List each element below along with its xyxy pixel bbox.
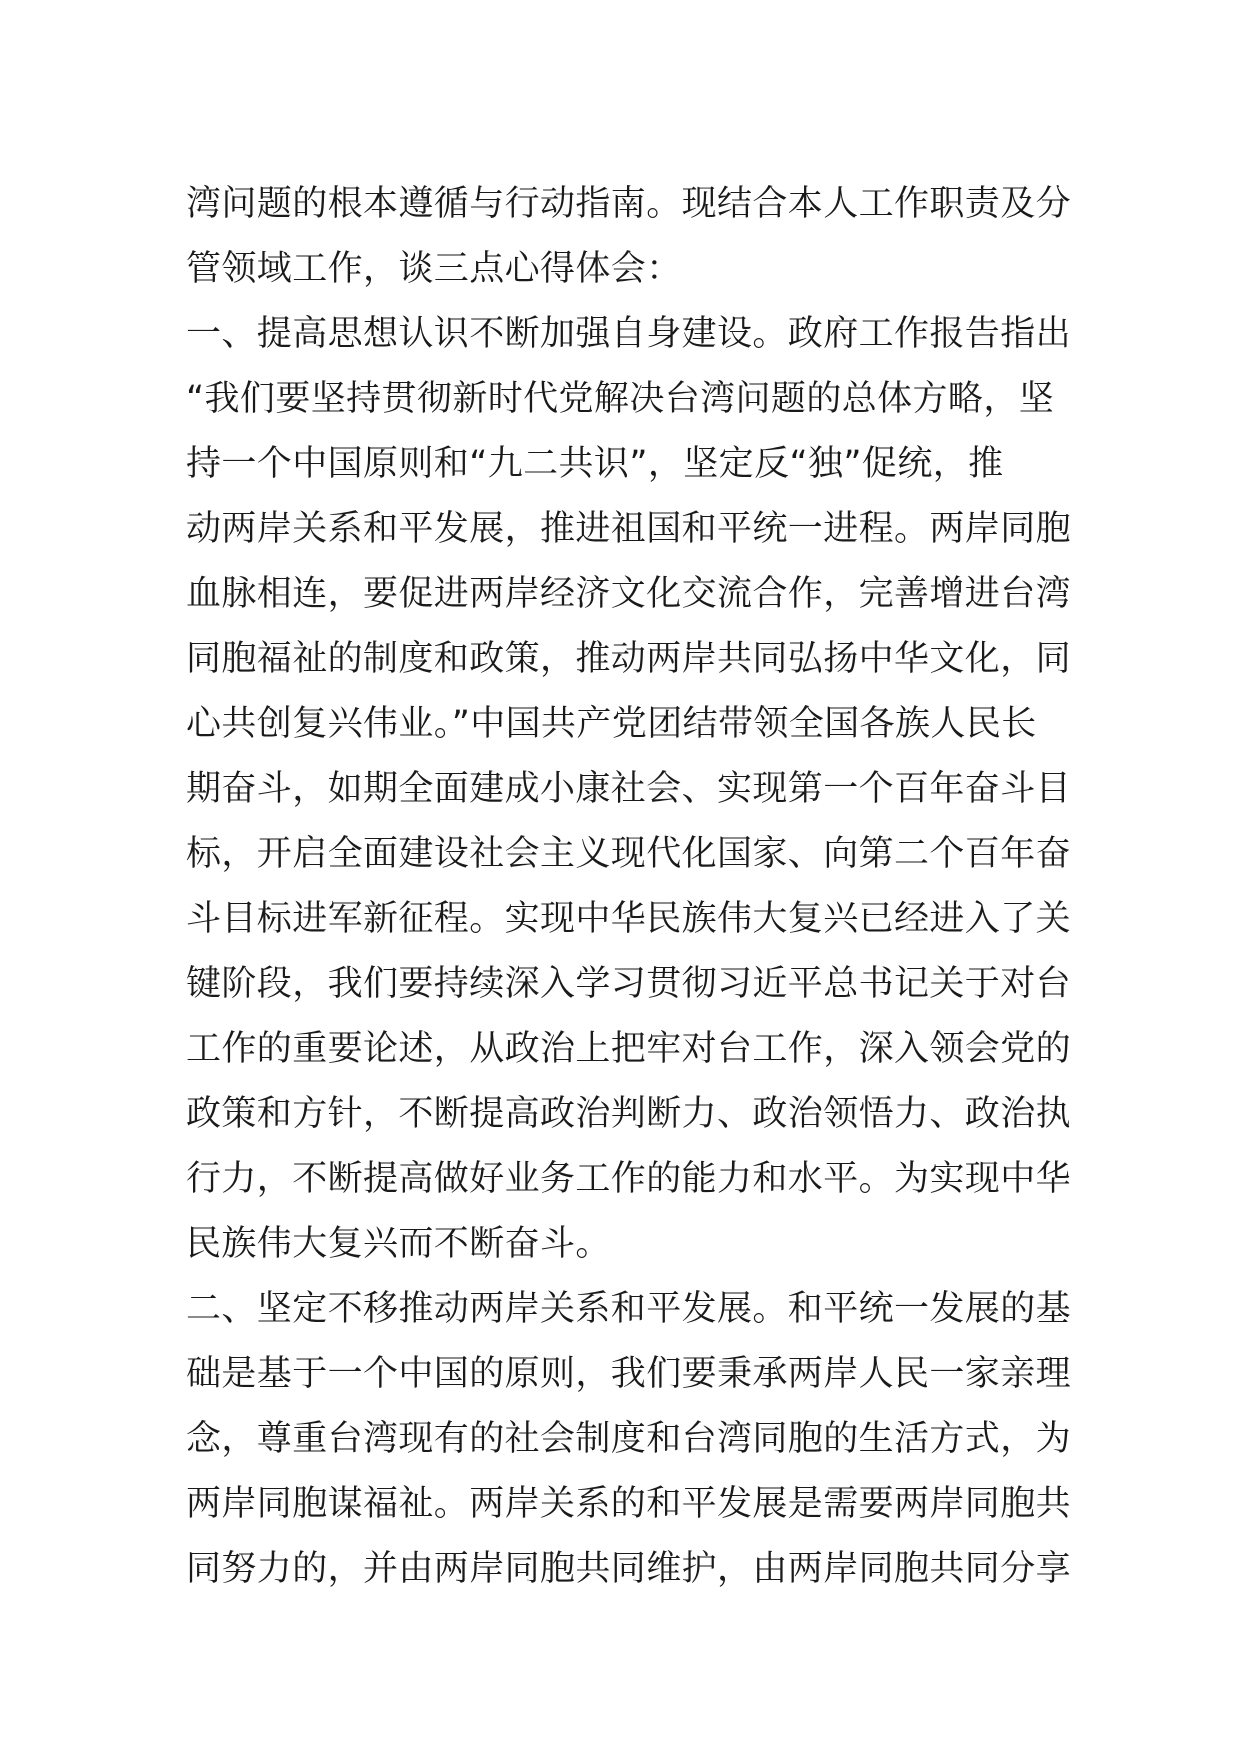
- text-line: 两岸同胞谋福祉。两岸关系的和平发展是需要两岸同胞共: [186, 1484, 1072, 1524]
- text-line: 二、坚定不移推动两岸关系和平发展。和平统一发展的基: [186, 1289, 1072, 1329]
- text-line: 础是基于一个中国的原则，我们要秉承两岸人民一家亲理: [186, 1354, 1072, 1394]
- text-line: 一、提高思想认识不断加强自身建设。政府工作报告指出: [186, 314, 1072, 354]
- text-line: 工作的重要论述，从政治上把牢对台工作，深入领会党的: [186, 1029, 1072, 1069]
- text-line: 持一个中国原则和“九二共识”，坚定反“独”促统，推: [186, 444, 1004, 484]
- text-line: 标，开启全面建设社会主义现代化国家、向第二个百年奋: [186, 834, 1072, 874]
- text-line: 念，尊重台湾现有的社会制度和台湾同胞的生活方式，为: [186, 1419, 1072, 1459]
- text-line: 政策和方针，不断提高政治判断力、政治领悟力、政治执: [186, 1094, 1072, 1134]
- text-line: 民族伟大复兴而不断奋斗。: [186, 1224, 611, 1264]
- text-line: 血脉相连，要促进两岸经济文化交流合作，完善增进台湾: [186, 574, 1072, 614]
- text-line: 期奋斗，如期全面建成小康社会、实现第一个百年奋斗目: [186, 769, 1072, 809]
- body-text: [186, 172, 1072, 1602]
- text-line: “我们要坚持贯彻新时代党解决台湾问题的总体方略，坚: [186, 379, 1055, 419]
- text-line: 斗目标进军新征程。实现中华民族伟大复兴已经进入了关: [186, 899, 1072, 939]
- text-line: 心共创复兴伟业。”中国共产党团结带领全国各族人民长: [186, 704, 1037, 744]
- text-line: 同胞福祉的制度和政策，推动两岸共同弘扬中华文化，同: [186, 639, 1072, 679]
- text-line: 动两岸关系和平发展，推进祖国和平统一进程。两岸同胞: [186, 509, 1072, 549]
- text-line: 管领域工作，谈三点心得体会：: [186, 249, 682, 289]
- text-line: 同努力的，并由两岸同胞共同维护，由两岸同胞共同分享: [186, 1549, 1072, 1589]
- text-line: 键阶段，我们要持续深入学习贯彻习近平总书记关于对台: [186, 964, 1072, 1004]
- text-line: 行力，不断提高做好业务工作的能力和水平。为实现中华: [186, 1159, 1072, 1199]
- text-line: 湾问题的根本遵循与行动指南。现结合本人工作职责及分: [186, 184, 1072, 224]
